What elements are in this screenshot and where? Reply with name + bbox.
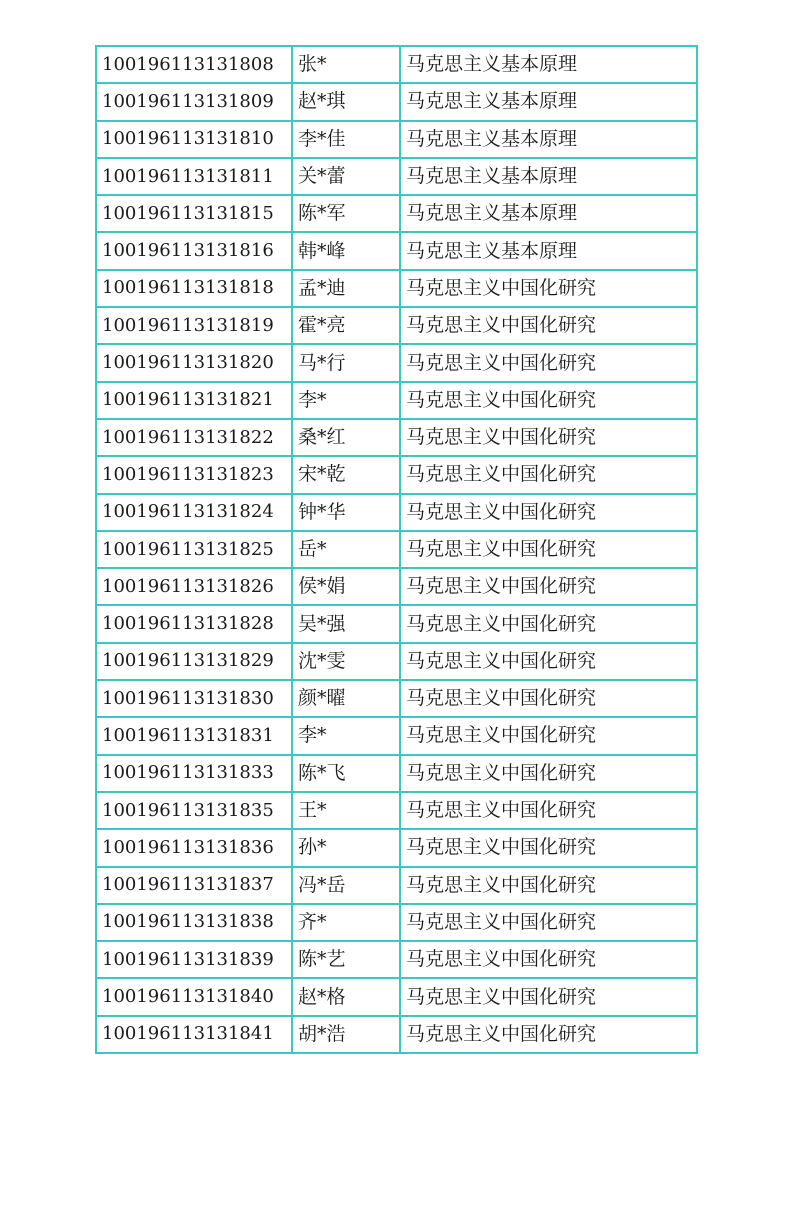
- major-cell: 马克思主义中国化研究: [400, 605, 697, 642]
- table-row: [96, 158, 697, 195]
- table-row: [96, 680, 697, 717]
- table-row: [96, 829, 697, 866]
- table-row: [96, 344, 697, 381]
- student-name-cell: 孟*迪: [292, 270, 400, 307]
- table-row: [96, 643, 697, 680]
- student-id-cell: 100196113131829: [96, 643, 292, 680]
- student-name-cell: 陈*军: [292, 195, 400, 232]
- student-name-cell: 孙*: [292, 829, 400, 866]
- student-id-cell: 100196113131821: [96, 382, 292, 419]
- student-id-cell: 100196113131816: [96, 232, 292, 269]
- student-name-cell: 李*: [292, 717, 400, 754]
- table-row: [96, 941, 697, 978]
- table-row: [96, 121, 697, 158]
- student-id-cell: 100196113131824: [96, 494, 292, 531]
- table-row: [96, 232, 697, 269]
- table-row: [96, 978, 697, 1015]
- major-cell: 马克思主义中国化研究: [400, 270, 697, 307]
- student-name-cell: 齐*: [292, 904, 400, 941]
- table-row: [96, 605, 697, 642]
- student-name-cell: 关*蕾: [292, 158, 400, 195]
- student-name-cell: 王*: [292, 792, 400, 829]
- student-name-cell: 霍*亮: [292, 307, 400, 344]
- major-cell: 马克思主义中国化研究: [400, 717, 697, 754]
- major-cell: 马克思主义中国化研究: [400, 382, 697, 419]
- table-row: [96, 1016, 697, 1053]
- student-name-cell: 赵*琪: [292, 83, 400, 120]
- student-id-cell: 100196113131841: [96, 1016, 292, 1053]
- student-name-cell: 胡*浩: [292, 1016, 400, 1053]
- student-name-cell: 陈*飞: [292, 755, 400, 792]
- major-cell: 马克思主义中国化研究: [400, 904, 697, 941]
- student-name-cell: 桑*红: [292, 419, 400, 456]
- student-id-cell: 100196113131823: [96, 456, 292, 493]
- table-row: [96, 46, 697, 83]
- student-name-cell: 钟*华: [292, 494, 400, 531]
- student-id-cell: 100196113131815: [96, 195, 292, 232]
- student-name-cell: 李*: [292, 382, 400, 419]
- major-cell: 马克思主义中国化研究: [400, 419, 697, 456]
- student-name-cell: 冯*岳: [292, 867, 400, 904]
- student-name-cell: 宋*乾: [292, 456, 400, 493]
- student-id-cell: 100196113131837: [96, 867, 292, 904]
- student-name-cell: 沈*雯: [292, 643, 400, 680]
- table-row: [96, 568, 697, 605]
- student-name-cell: 马*行: [292, 344, 400, 381]
- table-row: [96, 270, 697, 307]
- major-cell: 马克思主义基本原理: [400, 121, 697, 158]
- student-id-cell: 100196113131820: [96, 344, 292, 381]
- major-cell: 马克思主义中国化研究: [400, 568, 697, 605]
- student-id-cell: 100196113131839: [96, 941, 292, 978]
- student-name-cell: 赵*格: [292, 978, 400, 1015]
- major-cell: 马克思主义中国化研究: [400, 829, 697, 866]
- major-cell: 马克思主义中国化研究: [400, 531, 697, 568]
- table-row: [96, 755, 697, 792]
- student-id-cell: 100196113131830: [96, 680, 292, 717]
- student-name-cell: 韩*峰: [292, 232, 400, 269]
- major-cell: 马克思主义基本原理: [400, 232, 697, 269]
- major-cell: 马克思主义中国化研究: [400, 494, 697, 531]
- student-name-cell: 张*: [292, 46, 400, 83]
- table-row: [96, 382, 697, 419]
- major-cell: 马克思主义中国化研究: [400, 456, 697, 493]
- student-id-cell: 100196113131810: [96, 121, 292, 158]
- major-cell: 马克思主义中国化研究: [400, 978, 697, 1015]
- table-row: [96, 83, 697, 120]
- major-cell: 马克思主义中国化研究: [400, 867, 697, 904]
- major-cell: 马克思主义基本原理: [400, 46, 697, 83]
- student-id-cell: 100196113131835: [96, 792, 292, 829]
- student-name-cell: 陈*艺: [292, 941, 400, 978]
- major-cell: 马克思主义中国化研究: [400, 941, 697, 978]
- student-name-cell: 颜*曜: [292, 680, 400, 717]
- major-cell: 马克思主义中国化研究: [400, 344, 697, 381]
- table-row: [96, 494, 697, 531]
- table-row: [96, 531, 697, 568]
- student-id-cell: 100196113131822: [96, 419, 292, 456]
- student-name-cell: 岳*: [292, 531, 400, 568]
- major-cell: 马克思主义中国化研究: [400, 307, 697, 344]
- student-id-cell: 100196113131833: [96, 755, 292, 792]
- student-id-cell: 100196113131818: [96, 270, 292, 307]
- table-row: [96, 904, 697, 941]
- student-id-cell: 100196113131825: [96, 531, 292, 568]
- table-row: [96, 867, 697, 904]
- major-cell: 马克思主义中国化研究: [400, 792, 697, 829]
- major-cell: 马克思主义中国化研究: [400, 680, 697, 717]
- table-row: [96, 792, 697, 829]
- major-cell: 马克思主义基本原理: [400, 158, 697, 195]
- student-id-cell: 100196113131809: [96, 83, 292, 120]
- major-cell: 马克思主义基本原理: [400, 195, 697, 232]
- student-id-cell: 100196113131828: [96, 605, 292, 642]
- student-id-cell: 100196113131838: [96, 904, 292, 941]
- student-name-cell: 侯*娟: [292, 568, 400, 605]
- table-row: [96, 419, 697, 456]
- table-row: [96, 195, 697, 232]
- student-id-cell: 100196113131840: [96, 978, 292, 1015]
- table-row: [96, 717, 697, 754]
- roster-table: [95, 45, 698, 1054]
- student-id-cell: 100196113131836: [96, 829, 292, 866]
- student-id-cell: 100196113131808: [96, 46, 292, 83]
- student-id-cell: 100196113131831: [96, 717, 292, 754]
- table-row: [96, 456, 697, 493]
- roster-table-body: [96, 46, 697, 1053]
- major-cell: 马克思主义中国化研究: [400, 1016, 697, 1053]
- student-id-cell: 100196113131819: [96, 307, 292, 344]
- major-cell: 马克思主义基本原理: [400, 83, 697, 120]
- major-cell: 马克思主义中国化研究: [400, 643, 697, 680]
- major-cell: 马克思主义中国化研究: [400, 755, 697, 792]
- table-row: [96, 307, 697, 344]
- student-id-cell: 100196113131826: [96, 568, 292, 605]
- student-name-cell: 吴*强: [292, 605, 400, 642]
- student-name-cell: 李*佳: [292, 121, 400, 158]
- student-id-cell: 100196113131811: [96, 158, 292, 195]
